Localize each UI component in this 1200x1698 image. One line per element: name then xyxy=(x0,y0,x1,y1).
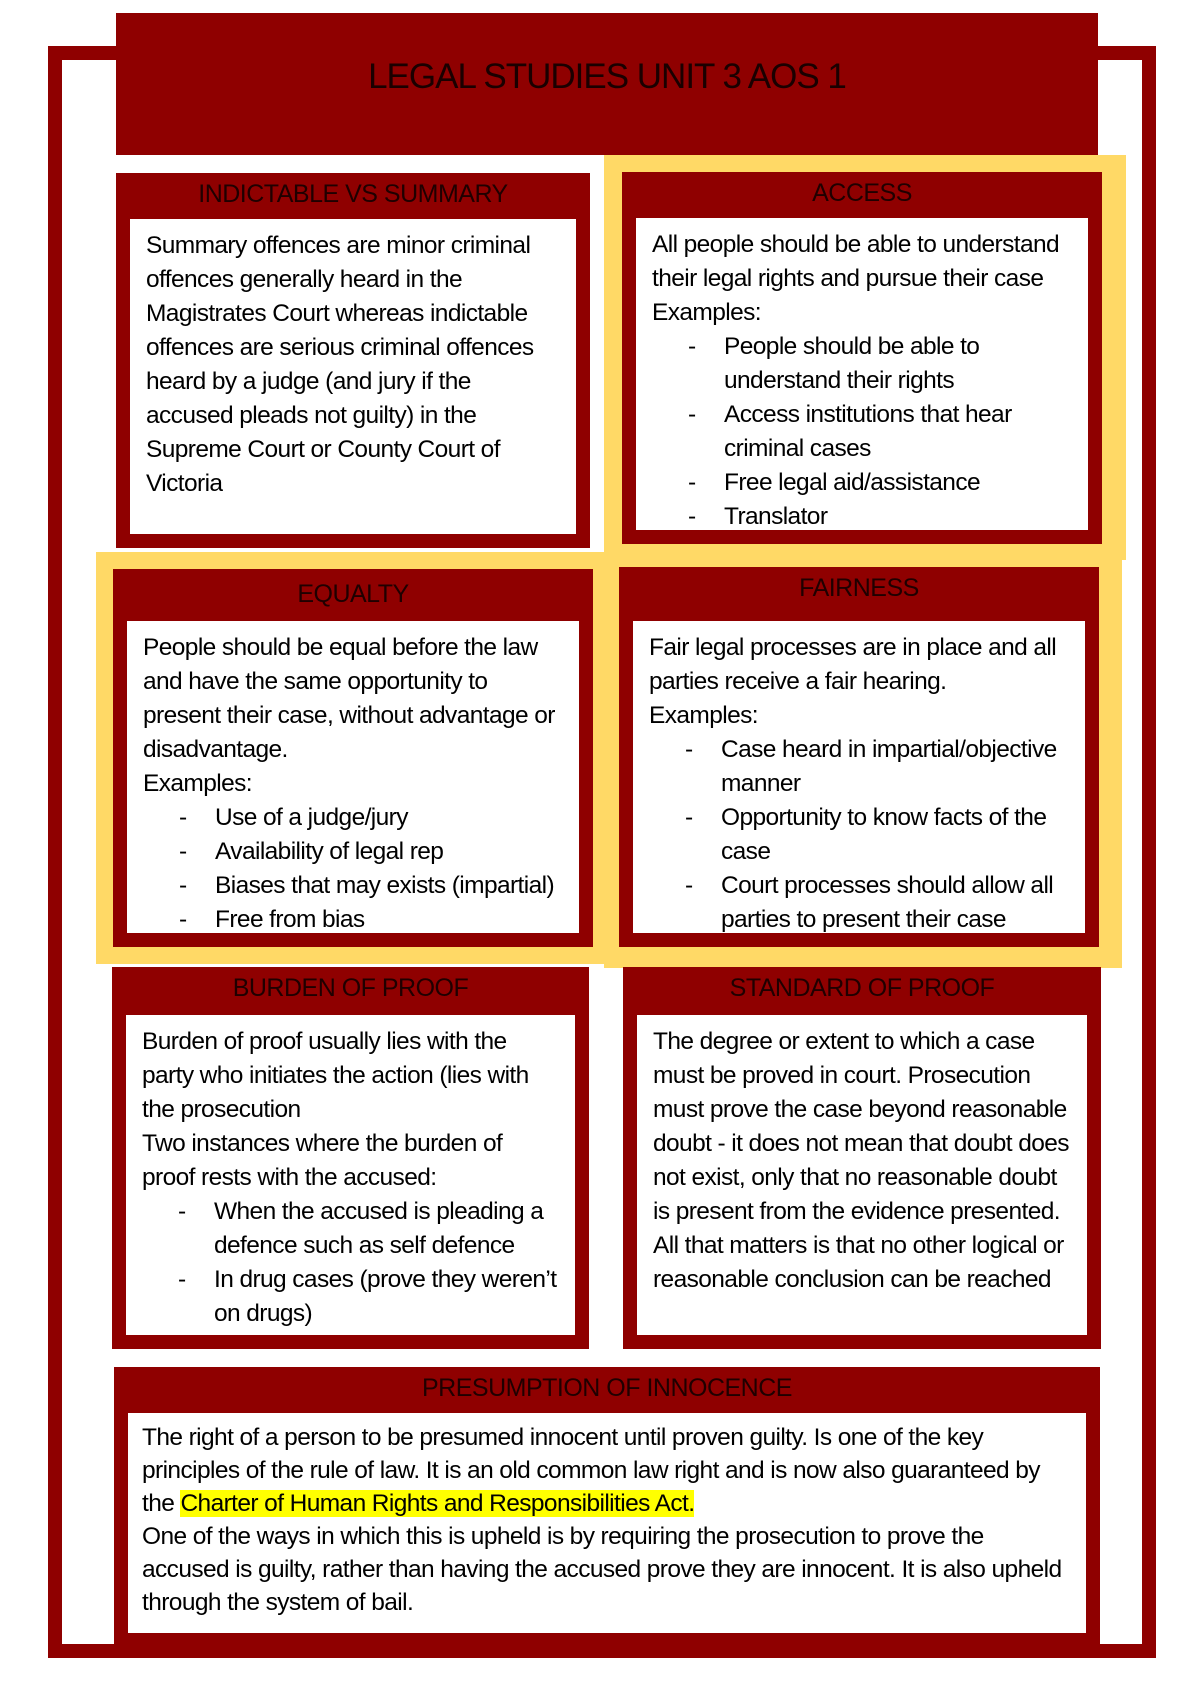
fairness-examples-label: Examples: xyxy=(649,702,758,729)
list-item: - Use of a judge/jury xyxy=(143,801,563,835)
equality-panel xyxy=(113,569,593,947)
access-body xyxy=(636,218,1088,530)
access-panel xyxy=(622,172,1102,544)
list-item: - Biases that may exists (impartial) xyxy=(143,869,563,903)
fairness-intro: Fair legal processes are in place and all parties receive a fair hearing. xyxy=(649,634,1057,695)
indictable-heading: INDICTABLE VS SUMMARY xyxy=(198,180,508,208)
access-examples-label: Examples: xyxy=(652,299,761,326)
fairness-body xyxy=(633,621,1085,933)
list-item: - Availability of legal rep xyxy=(143,835,563,869)
standard-body xyxy=(637,1015,1087,1335)
presumption-heading: PRESUMPTION OF INNOCENCE xyxy=(422,1374,792,1402)
indictable-text: Summary offences are minor criminal offences generally heard in the Magistrates Court whereas indictable offences are serious criminal offences heard by a judge (and jury if the accused pleads not guilty) in the Supreme Court or County Court of Victoria xyxy=(146,232,534,497)
list-item: - Free from bias xyxy=(143,903,563,937)
fairness-list xyxy=(649,733,1069,937)
presumption-text-1: The right of a person to be presumed innocent until proven guilty. Is one of the key principles of the rule of law. It is an old common law right and is now also guaranteed by the xyxy=(142,1424,1040,1517)
access-heading: ACCESS xyxy=(812,179,912,207)
list-item: - Translator xyxy=(652,500,1072,534)
indictable-body xyxy=(130,219,576,534)
burden-heading: BURDEN OF PROOF xyxy=(232,974,469,1002)
burden-para-2: Two instances where the burden of proof rests with the accused: xyxy=(142,1130,503,1191)
equality-intro: People should be equal before the law and have the same opportunity to present their case, without advantage or disadvantage. xyxy=(143,634,555,763)
standard-panel xyxy=(623,967,1101,1349)
charter-highlight: Charter of Human Rights and Responsibilities Act. xyxy=(180,1490,695,1517)
list-item: - When the accused is pleading a defence such as self defence xyxy=(142,1195,559,1263)
fairness-heading: FAIRNESS xyxy=(799,574,919,602)
list-item: - People should be able to understand their rights xyxy=(652,330,1072,398)
list-item: - Access institutions that hear criminal cases xyxy=(652,398,1072,466)
fairness-panel xyxy=(619,567,1099,947)
equality-body xyxy=(127,621,579,933)
equality-list xyxy=(143,801,563,937)
equality-examples-label: Examples: xyxy=(143,770,252,797)
burden-para-1: Burden of proof usually lies with the party who initiates the action (lies with the prosecution xyxy=(142,1028,529,1123)
indictable-panel xyxy=(116,173,590,548)
presumption-text xyxy=(142,1421,1072,1520)
presumption-text-2: One of the ways in which this is upheld is by requiring the prosecution to prove the accused is guilty, rather than having the accused prove they are innocent. It is also upheld through the system of bail. xyxy=(142,1523,1062,1616)
presumption-body xyxy=(128,1413,1086,1633)
list-item: - Court processes should allow all parties to present their case xyxy=(649,869,1069,937)
burden-list xyxy=(142,1195,559,1331)
standard-heading: STANDARD OF PROOF xyxy=(729,974,995,1002)
burden-panel xyxy=(112,967,589,1349)
list-item: - In drug cases (prove they weren’t on drugs) xyxy=(142,1263,559,1331)
burden-body xyxy=(126,1015,575,1335)
access-intro: All people should be able to understand their legal rights and pursue their case xyxy=(652,231,1060,292)
list-item: - Free legal aid/assistance xyxy=(652,466,1072,500)
standard-text: The degree or extent to which a case must be proved in court. Prosecution must prove the case beyond reasonable doubt - it does not mean that doubt does not exist, only that no reasonable doubt is present from the evidence presented. All that matters is that no other logical or reasonable conclusion can be reached xyxy=(653,1028,1069,1293)
page-title: LEGAL STUDIES UNIT 3 AOS 1 xyxy=(368,57,846,96)
presumption-panel xyxy=(114,1367,1100,1647)
access-list xyxy=(652,330,1072,534)
list-item: - Case heard in impartial/objective manner xyxy=(649,733,1069,801)
equality-heading: EQUALTY xyxy=(297,580,409,608)
list-item: - Opportunity to know facts of the case xyxy=(649,801,1069,869)
